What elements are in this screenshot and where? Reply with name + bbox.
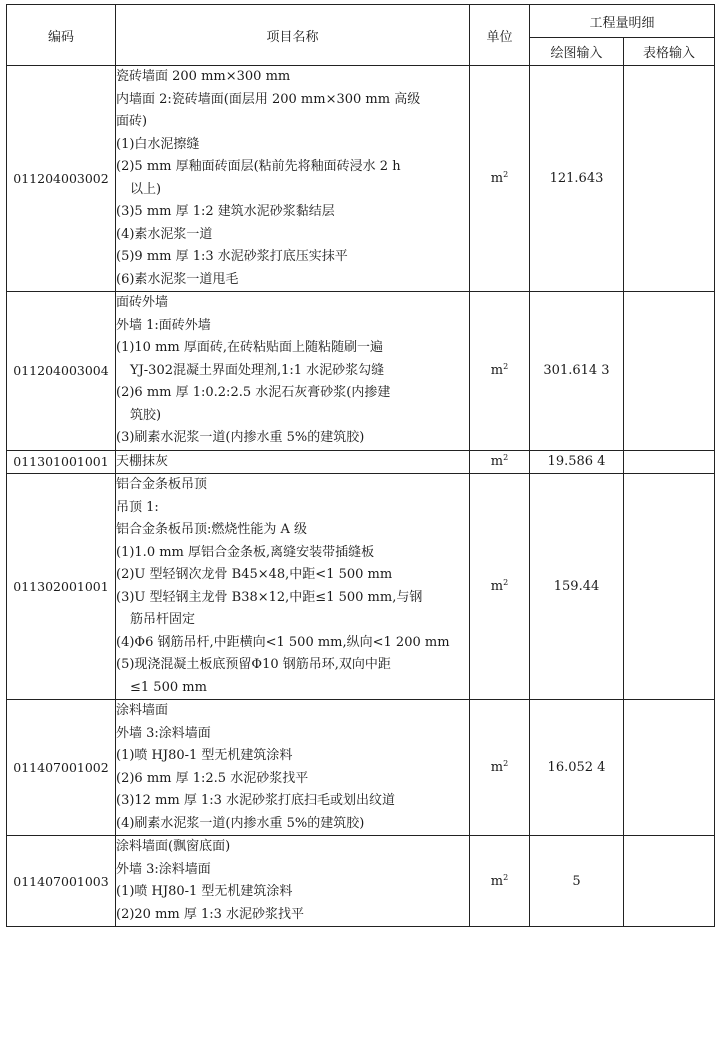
item-name-line: 外墙 3:涂料墙面	[116, 861, 211, 877]
item-name-line: (3)12 mm 厚 1:3 水泥砂浆打底扫毛或划出纹道	[116, 793, 396, 808]
item-name-line: (2)5 mm 厚釉面砖面层(粘前先将釉面砖浸水 2 h	[116, 159, 401, 174]
table-row	[7, 836, 715, 927]
item-code: 011407001003	[7, 836, 116, 927]
item-name-line: 铝合金条板吊顶	[116, 477, 208, 492]
item-name-line: (1)10 mm 厚面砖,在砖粘贴面上随粘随刷一遍	[116, 340, 384, 355]
table-row	[7, 450, 715, 474]
item-unit	[470, 66, 530, 292]
table-input-quantity	[624, 700, 715, 836]
item-name-line: 筑胶)	[130, 407, 162, 423]
table-row	[7, 700, 715, 836]
item-code: 011301001001	[7, 450, 116, 474]
item-name-line: (3)5 mm 厚 1:2 建筑水泥砂浆黏结层	[116, 204, 335, 219]
item-name-line: 铝合金条板吊顶:燃烧性能为 A 级	[116, 522, 308, 537]
unit-exponent: 2	[503, 578, 509, 587]
unit-exponent: 2	[503, 453, 509, 463]
unit-exponent: 2	[503, 759, 509, 768]
item-name-line: (3)U 型轻钢主龙骨 B38×12,中距≤1 500 mm,与钢	[116, 589, 423, 605]
item-name-line: 以上)	[130, 181, 162, 197]
item-name-line: (1)白水泥擦缝	[116, 136, 200, 152]
item-name-line: (1)喷 HJ80-1 型无机建筑涂料	[116, 748, 293, 763]
item-unit	[470, 836, 530, 927]
item-name-line: 内墙面 2:瓷砖墙面(面层用 200 mm×300 mm 高级	[116, 91, 421, 107]
item-name	[116, 700, 470, 836]
drawing-input-quantity: 19.586 4	[530, 450, 624, 474]
item-name-line: 吊顶 1:	[116, 499, 159, 515]
item-name-line: ≤1 500 mm	[130, 679, 207, 695]
item-code: 011204003004	[7, 292, 116, 451]
table-body	[7, 66, 715, 927]
header-code: 编码	[7, 5, 116, 66]
item-name-line: (4)Φ6 钢筋吊杆,中距横向<1 500 mm,纵向<1 200 mm	[116, 634, 450, 650]
item-name-line: (6)素水泥浆一道甩毛	[116, 271, 239, 287]
item-name-line: 外墙 3:涂料墙面	[116, 725, 211, 741]
item-name-line: (2)6 mm 厚 1:0.2:2.5 水泥石灰膏砂浆(内掺建	[116, 385, 391, 400]
drawing-input-quantity: 121.643	[530, 66, 624, 292]
unit-base: m	[490, 760, 504, 775]
item-name-line: (4)刷素水泥浆一道(内掺水重 5%的建筑胶)	[116, 815, 365, 831]
item-code: 011407001002	[7, 700, 116, 836]
item-name	[116, 474, 470, 700]
table-header	[7, 5, 715, 66]
item-name-line: (2)20 mm 厚 1:3 水泥砂浆找平	[116, 906, 305, 922]
item-name-line: YJ-302混凝土界面处理剂,1:1 水泥砂浆勾缝	[130, 362, 385, 378]
item-name	[116, 66, 470, 292]
item-name-line: (2)6 mm 厚 1:2.5 水泥砂浆找平	[116, 770, 309, 786]
item-name-line: 天棚抹灰	[116, 453, 169, 469]
item-name-line: 面砖)	[116, 114, 148, 129]
header-name: 项目名称	[116, 5, 470, 66]
item-name-line: (3)刷素水泥浆一道(内掺水重 5%的建筑胶)	[116, 430, 365, 445]
item-code: 011204003002	[7, 66, 116, 292]
table-row	[7, 292, 715, 451]
header-drawing-input: 绘图输入	[530, 38, 624, 66]
item-name	[116, 450, 470, 474]
item-name-line: 面砖外墙	[116, 295, 169, 310]
unit-base: m	[490, 171, 504, 186]
drawing-input-quantity: 16.052 4	[530, 700, 624, 836]
drawing-input-quantity: 301.614 3	[530, 292, 624, 451]
unit-base: m	[490, 873, 504, 889]
table-input-quantity	[624, 474, 715, 700]
unit-exponent: 2	[503, 170, 509, 179]
item-unit	[470, 292, 530, 451]
table-row	[7, 474, 715, 700]
item-name-line: 瓷砖墙面 200 mm×300 mm	[116, 69, 291, 84]
header-unit: 单位	[470, 5, 530, 66]
unit-exponent: 2	[503, 362, 509, 372]
item-name-line: 筋吊杆固定	[130, 612, 196, 627]
item-name-line: (1)1.0 mm 厚铝合金条板,离缝安装带插缝板	[116, 544, 375, 560]
item-name-line: (5)现浇混凝土板底预留Φ10 钢筋吊环,双向中距	[116, 657, 391, 672]
item-name-line: (4)素水泥浆一道	[116, 226, 213, 242]
item-unit	[470, 700, 530, 836]
header-table-input: 表格输入	[624, 38, 715, 66]
item-name	[116, 292, 470, 451]
unit-base: m	[490, 579, 504, 594]
drawing-input-quantity: 5	[530, 836, 624, 927]
table-input-quantity	[624, 292, 715, 451]
item-name-line: (2)U 型轻钢次龙骨 B45×48,中距<1 500 mm	[116, 567, 393, 582]
unit-base: m	[490, 363, 504, 379]
item-name-line: (5)9 mm 厚 1:3 水泥砂浆打底压实抹平	[116, 249, 348, 264]
header-detail: 工程量明细	[530, 5, 715, 38]
item-name-line: 涂料墙面(飘窗底面)	[116, 839, 231, 854]
unit-base: m	[490, 454, 504, 470]
item-name-line: 涂料墙面	[116, 703, 169, 718]
item-unit	[470, 474, 530, 700]
drawing-input-quantity: 159.44	[530, 474, 624, 700]
table-input-quantity	[624, 66, 715, 292]
table-row	[7, 66, 715, 292]
item-name-line: (1)喷 HJ80-1 型无机建筑涂料	[116, 884, 293, 899]
item-code: 011302001001	[7, 474, 116, 700]
table-input-quantity	[624, 450, 715, 474]
quantity-detail-table	[6, 4, 715, 927]
item-unit	[470, 450, 530, 474]
item-name-line: 外墙 1:面砖外墙	[116, 317, 211, 333]
table-input-quantity	[624, 836, 715, 927]
item-name	[116, 836, 470, 927]
unit-exponent: 2	[503, 872, 509, 882]
